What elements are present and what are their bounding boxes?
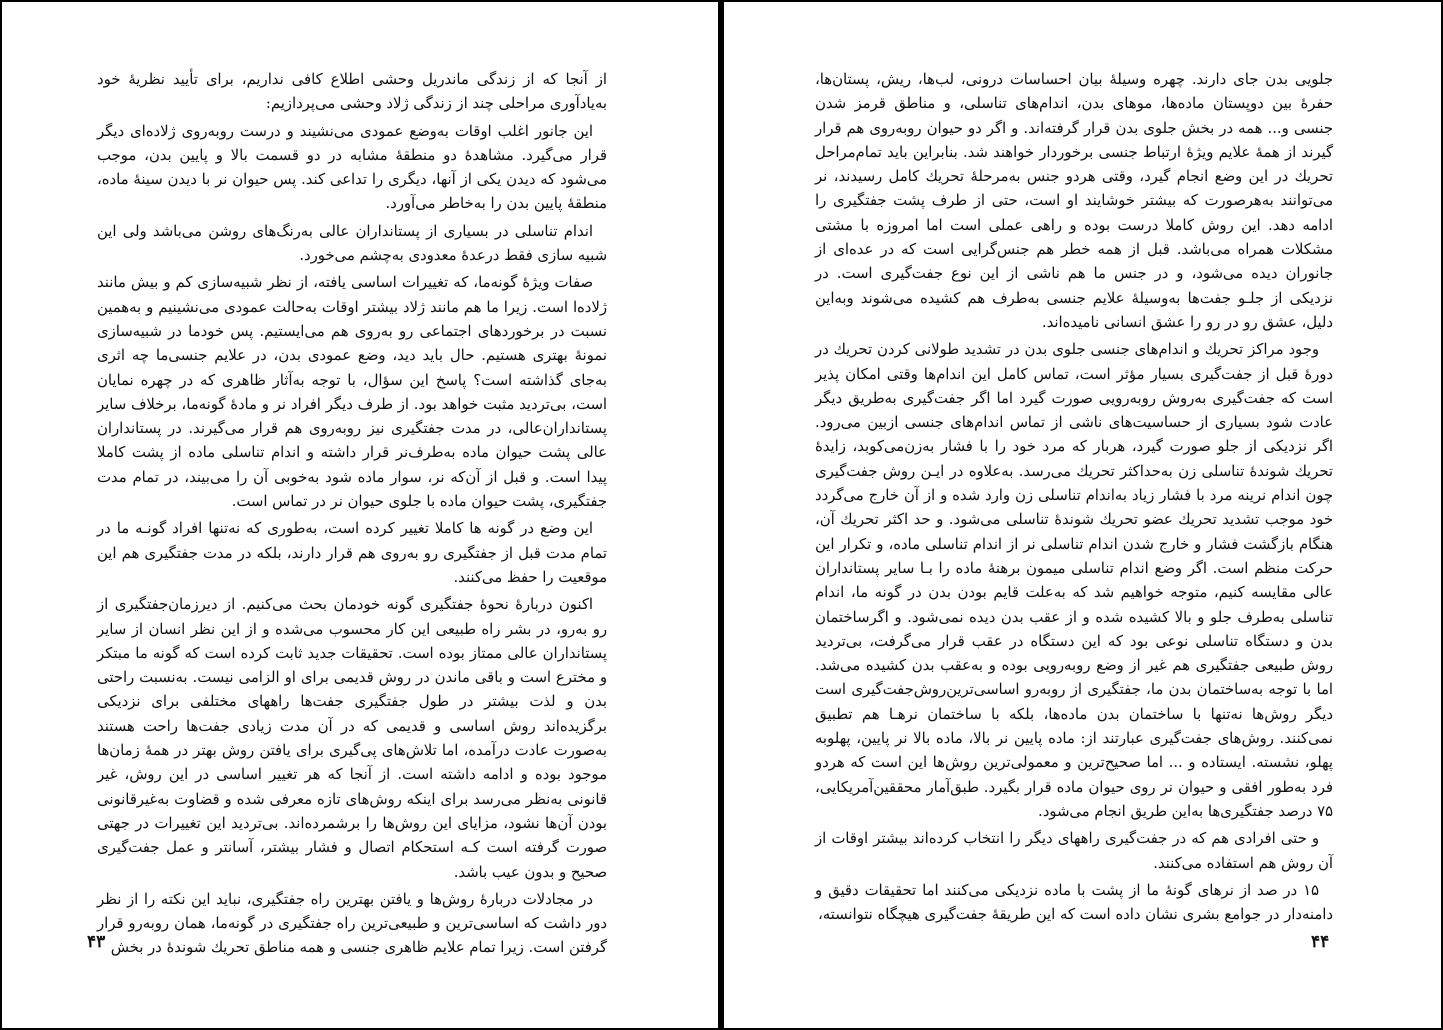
right-page: [724, 2, 1441, 1028]
paragraph: صفات ویژهٔ گونه‌ما، که تغییرات اساسی یافته، از نظر شبیه‌سازی کم و بیش مانند ژلاده‌ا است. زیرا ما هم مانند ژلاد بیشتر اوقات به‌حالت عمودی می‌نشینیم و به‌همین نسبت در برخوردهای اجتماعی رو به‌روی هم می‌ایستیم. پس خودما در شبیه‌سازی نمونهٔ بهتری هستیم. حال باید دید، وضع عمودی بدن، در علایم جنسی‌ما چه اثری به‌جای گذاشته است؟ پاسخ این سؤال، با توجه به‌آثار ظاهری که در چهره نمایان است، بی‌تردید مثبت خواهد بود. از طرف دیگر افراد نر و مادهٔ گونه‌ما، برخلاف سایر پستانداران‌عالی، در مدت جفتگیری نیز روبه‌روی هم قرار می‌گیرند. در پستانداران عالی پشت حیوان ماده به‌طرف‌نر قرار داشته و اندام تناسلی ماده از پشت کاملا پیدا است. و قبل از آن‌که نر، سوار ماده شود به‌خوبی آن را می‌بیند، در تمام مدت جفتگیری، پشت حیوان ماده با جلوی حیوان نر در تماس است.: [97, 274, 607, 511]
paragraph: از آنجا که از زندگی ماندریل وحشی اطلاع کافی نداریم، برای تأیید نظریهٔ خود به‌یادآوری مراحلی چند از زندگی ژلاد وحشی می‌پردازیم:: [97, 71, 607, 113]
paragraph: ۱۵ در صد از نرهای گونهٔ ما از پشت با ماده نزدیکی می‌کنند اما تحقیقات دقیق و دامنه‌دار در جوامع بشری نشان داده است که این طریقهٔ جفت‌گیری هیچگاه نتوانسته،: [815, 881, 1333, 924]
left-page: [2, 2, 718, 1028]
right-page-text: [815, 68, 1333, 927]
paragraph: و حتی افرادی هم که در جفت‌گیری راههای دیگر را انتخاب کرده‌اند بیشتر اوقات از آن روش هم استفاده می‌کنند.: [815, 830, 1333, 872]
paragraph: اکنون دربارهٔ نحوهٔ جفتگیری گونه خودمان بحث می‌کنیم. از دیرزمان‌جفتگیری از رو به‌رو، در بشر راه طبیعی این کار محسوب می‌شده و از این نظر انسان از سایر پستانداران عالی ممتاز بوده است. تحقیقات جدید ثابت کرده است که گونه ما مبتکر و مخترع است و باقی ماندن در روش قدیمی برای او الزامی نیست. به‌نسبت راحتی بدن و لذت بیشتر در طول جفتگیری جفت‌ها راههای مختلفی برای نزدیکی برگزیده‌اند روش اساسی و قدیمی که در آن مدت زیادی جفت‌ها راحت هستند به‌صورت عادت درآمده، اما تلاش‌های پی‌گیری برای یافتن روش بهتر در همهٔ زمان‌ها موجود بوده و ادامه داشته است. از آنجا که هر تغییر اساسی در این روش، غیر قانونی به‌نظر می‌رسد برای اینکه روش‌های تازه معرفی شده و قضاوت به‌غیرقانونی بودن آن‌ها نشود، مزایای این روش‌ها را برشمرده‌اند. بی‌تردید این تغییرات در جهتی صورت گرفته است کـه استحکام اتصال و فشار بیشتر، آسانتر و عمل جفت‌گیری صحیح و بدون عیب باشد.: [97, 596, 607, 881]
paragraph: این وضع در گونه ها کاملا تغییر کرده است، به‌طوری که نه‌تنها افراد گونـه ما در تمام مدت قبل از جفتگیری رو به‌روی هم قرار دارند، بلکه در مدت جفتگیری هم این موقعیت را حفظ می‌کنند.: [97, 520, 607, 586]
paragraph: اندام تناسلی در بسیاری از پستانداران عالی به‌رنگ‌های روشن می‌باشد ولی این شبیه سازی فقط درعدهٔ معدودی به‌چشم می‌خورد.: [97, 222, 607, 265]
paragraph: این جانور اغلب اوقات به‌وضع عمودی می‌نشیند و درست روبه‌روی ژلاده‌ای دیگر قرار می‌گیرد. مشاهدهٔ دو منطقهٔ مشابه در دو قسمت بالا و پایین بدن، موجب می‌شود که دیدن یکی از آنها، دیگری را تداعی کند. پس حیوان نر با دیدن سینهٔ ماده، منطقهٔ پایین بدن را به‌خاطر می‌آورد.: [97, 122, 607, 213]
page-number: ۴۳: [87, 932, 106, 952]
paragraph: در مجادلات دربارهٔ روش‌ها و یافتن بهترین راه جفتگیری، نباید این نکته را از نظر دور داشت که اساسی‌ترین و طبیعی‌ترین راه جفتگیری در گونه‌ما، همان روبه‌رو قرار گرفتن است. زیرا تمام علایم ظاهری جنسی و همه مناطق تحریك شوندهٔ در بخش: [97, 890, 607, 957]
left-page-text: [97, 68, 607, 961]
paragraph: جلویی بدن جای دارند. چهره وسیلهٔ بیان احساسات درونی، لب‌ها، ریش، پستان‌ها، حفرهٔ بین دوپستان ماده‌ها، موهای بدن، اندام‌های تناسلی، و مناطق قرمز شدن جنسی و... همه در بخش جلوی بدن قرار گرفته‌اند. و اگر دو حیوان روبه‌روی هم قرار گیرند از همهٔ علایم ویژهٔ ارتباط جنسی برخوردار خواهند شد. بنابراین باید تمام‌مراحل تحریك در این وضع انجام گیرد، وقتی هردو جنس به‌مرحلهٔ تحریك کامل رسیدند، نر می‌توانند به‌هرصورت که بیشتر خوشایند او است، حتی از طرف پشت جفتگیری را ادامه دهد. این روش کاملا درست بوده و راهی عملی است اما امروزه با مشتی مشکلات همراه می‌باشد. قبل از همه خطر هم جنس‌گرایی است که در عده‌ای از جانوران دیده می‌شود، و در جنس ما هم ناشی از این نوع جفت‌گیری است. در نزدیکی از جلـو جفت‌ها به‌وسیلهٔ علایم جنسی به‌طرف هم کشیده می‌شوند وبه‌این دلیل، عشق رو در رو را عشق انسانی نامیده‌اند.: [815, 71, 1333, 331]
paragraph: وجود مراکز تحریك و اندام‌های جنسی جلوی بدن در تشدید طولانی کردن تحریك در دورهٔ قبل از جفت‌گیری بسیار مؤثر است، تماس کامل این اندام‌ها وقتی امکان پذیر است که جفت‌گیری به‌روش روبه‌رویی صورت گیرد اما اگر جفت‌گیری به‌طریق دیگر عادت شود بسیاری از حساسیت‌های ناشی از تماس اندام‌های جنسی ازبین می‌رود. اگر نزدیکی از جلو صورت گیرد، هربار که مرد خود را با فشار به‌زن‌می‌کوبد، زایدهٔ تحریك شوندهٔ تناسلی زن به‌حداکثر تحریك می‌رسد. به‌علاوه در ایـن روش جفت‌گیری چون اندام نرینه مرد با فشار زیاد به‌اندام تناسلی زن وارد شده و از آن خارج می‌گردد خود موجب تشدید تحریك عضو تحریك شوندهٔ تناسلی می‌شود. و حد اکثر تحریك آن، هنگام بازگشت فشار و خارج شدن اندام تناسلی نر از اندام تناسلی ماده، و تکرار این حرکت منظم است. اگر وضع اندام تناسلی میمون برهنهٔ ماده را بـا سایر پستانداران عالی مقایسه کنیم، متوجه خواهیم شد که به‌علت قایم بودن بدن در گونه ما، اندام تناسلی به‌طرف جلو و بالا کشیده شده و از عقب بدن دیده نمی‌شود. و اگرساختمان بدن و دستگاه تناسلی نوعی بود که این دستگاه در عقب قرار می‌گرفت، بی‌تردید روش طبیعی جفتگیری هم غیر از وضع روبه‌رویی بوده و به‌عقب بدن کشیده می‌شد. اما با توجه به‌ساختمان بدن ما، جفتگیری از روبه‌رو اساسی‌ترین‌روش‌جفت‌گیری است دیگر روش‌ها نه‌تنها با ساختمان بدن ماده‌ها، بلکه با ساختمان نرهـا هم تطبیق نمی‌کنند. روش‌های جفت‌گیری عبارتند از: ماده پایین نر بالا، ماده بالا نر پایین، پهلوبه پهلو، نشسته. ایستاده و ... اما صحیح‌ترین و معمولی‌ترین روش‌ها این است که هردو فرد به‌طور افقی و حیوان نر روی حیوان ماده قرار بگیرد. طبق‌آمار محققین‌آمریکایی، ۷۵ درصد جفتگیری‌ها به‌این طریق انجام می‌شود.: [815, 341, 1333, 820]
page-number: ۴۴: [1311, 932, 1330, 952]
